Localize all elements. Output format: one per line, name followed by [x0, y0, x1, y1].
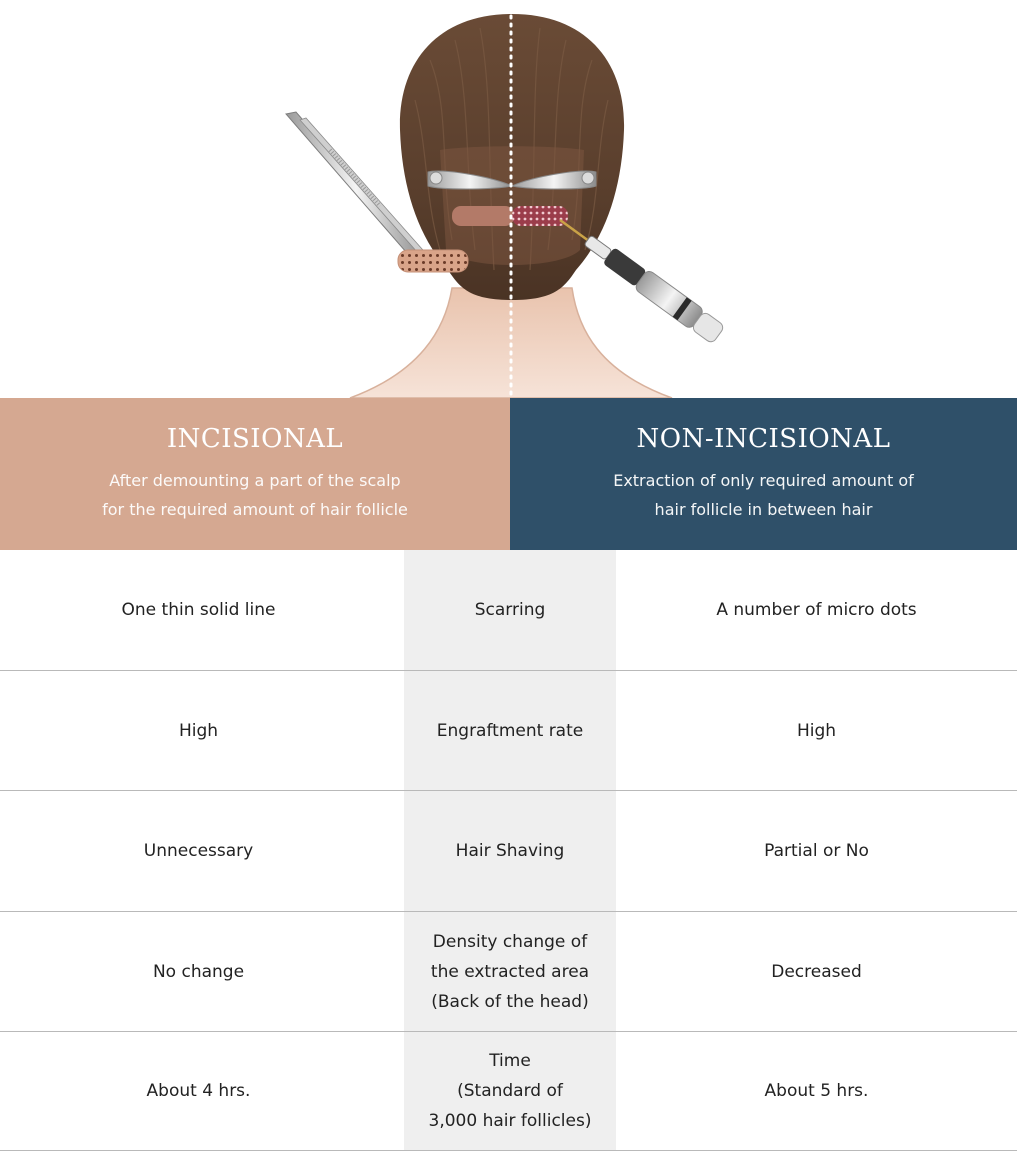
non-incisional-value: Partial or No: [764, 841, 869, 861]
strip-area: [452, 206, 514, 226]
comparison-table: [0, 550, 1017, 1151]
graft-strip: [398, 250, 468, 272]
non-incisional-value: High: [796, 720, 837, 741]
micro-dot-area: [512, 206, 568, 226]
table-row: [0, 671, 1017, 791]
incisional-value: One thin solid line: [121, 600, 276, 620]
incisional-value: High: [178, 720, 219, 741]
table-row: [0, 550, 1017, 671]
non-incisional-value: Decreased: [771, 961, 862, 982]
criterion-label: Hair Shaving: [455, 841, 565, 861]
hair-transplant-illustration: [0, 0, 1017, 398]
incisional-value: About 4 hrs.: [146, 1081, 251, 1101]
incisional-value: No change: [152, 961, 245, 982]
incisional-header: [0, 398, 510, 550]
non-incisional-value: A number of micro dots: [716, 600, 917, 620]
non-incisional-description-line1: Extraction of only required amount of: [613, 471, 914, 490]
criterion-label: Engraftment rate: [436, 720, 584, 741]
criterion-label: Time (Standard of 3,000 hair follicles): [428, 1051, 592, 1131]
non-incisional-title: NON-INCISIONAL: [636, 424, 891, 454]
non-incisional-value: About 5 hrs.: [764, 1081, 869, 1101]
non-incisional-header: [510, 398, 1017, 550]
incisional-description-line2: for the required amount of hair follicle: [102, 500, 408, 519]
incisional-title: INCISIONAL: [166, 424, 344, 454]
non-incisional-description-line2: hair follicle in between hair: [654, 500, 873, 519]
table-row: [0, 1032, 1017, 1151]
criterion-label: Density change of the extracted area (Back of the head): [430, 931, 590, 1012]
incisional-description-line1: After demounting a part of the scalp: [109, 471, 401, 490]
incisional-value: Unnecessary: [143, 841, 254, 861]
criterion-label: Scarring: [474, 600, 546, 620]
table-row: [0, 791, 1017, 912]
table-row: [0, 912, 1017, 1032]
